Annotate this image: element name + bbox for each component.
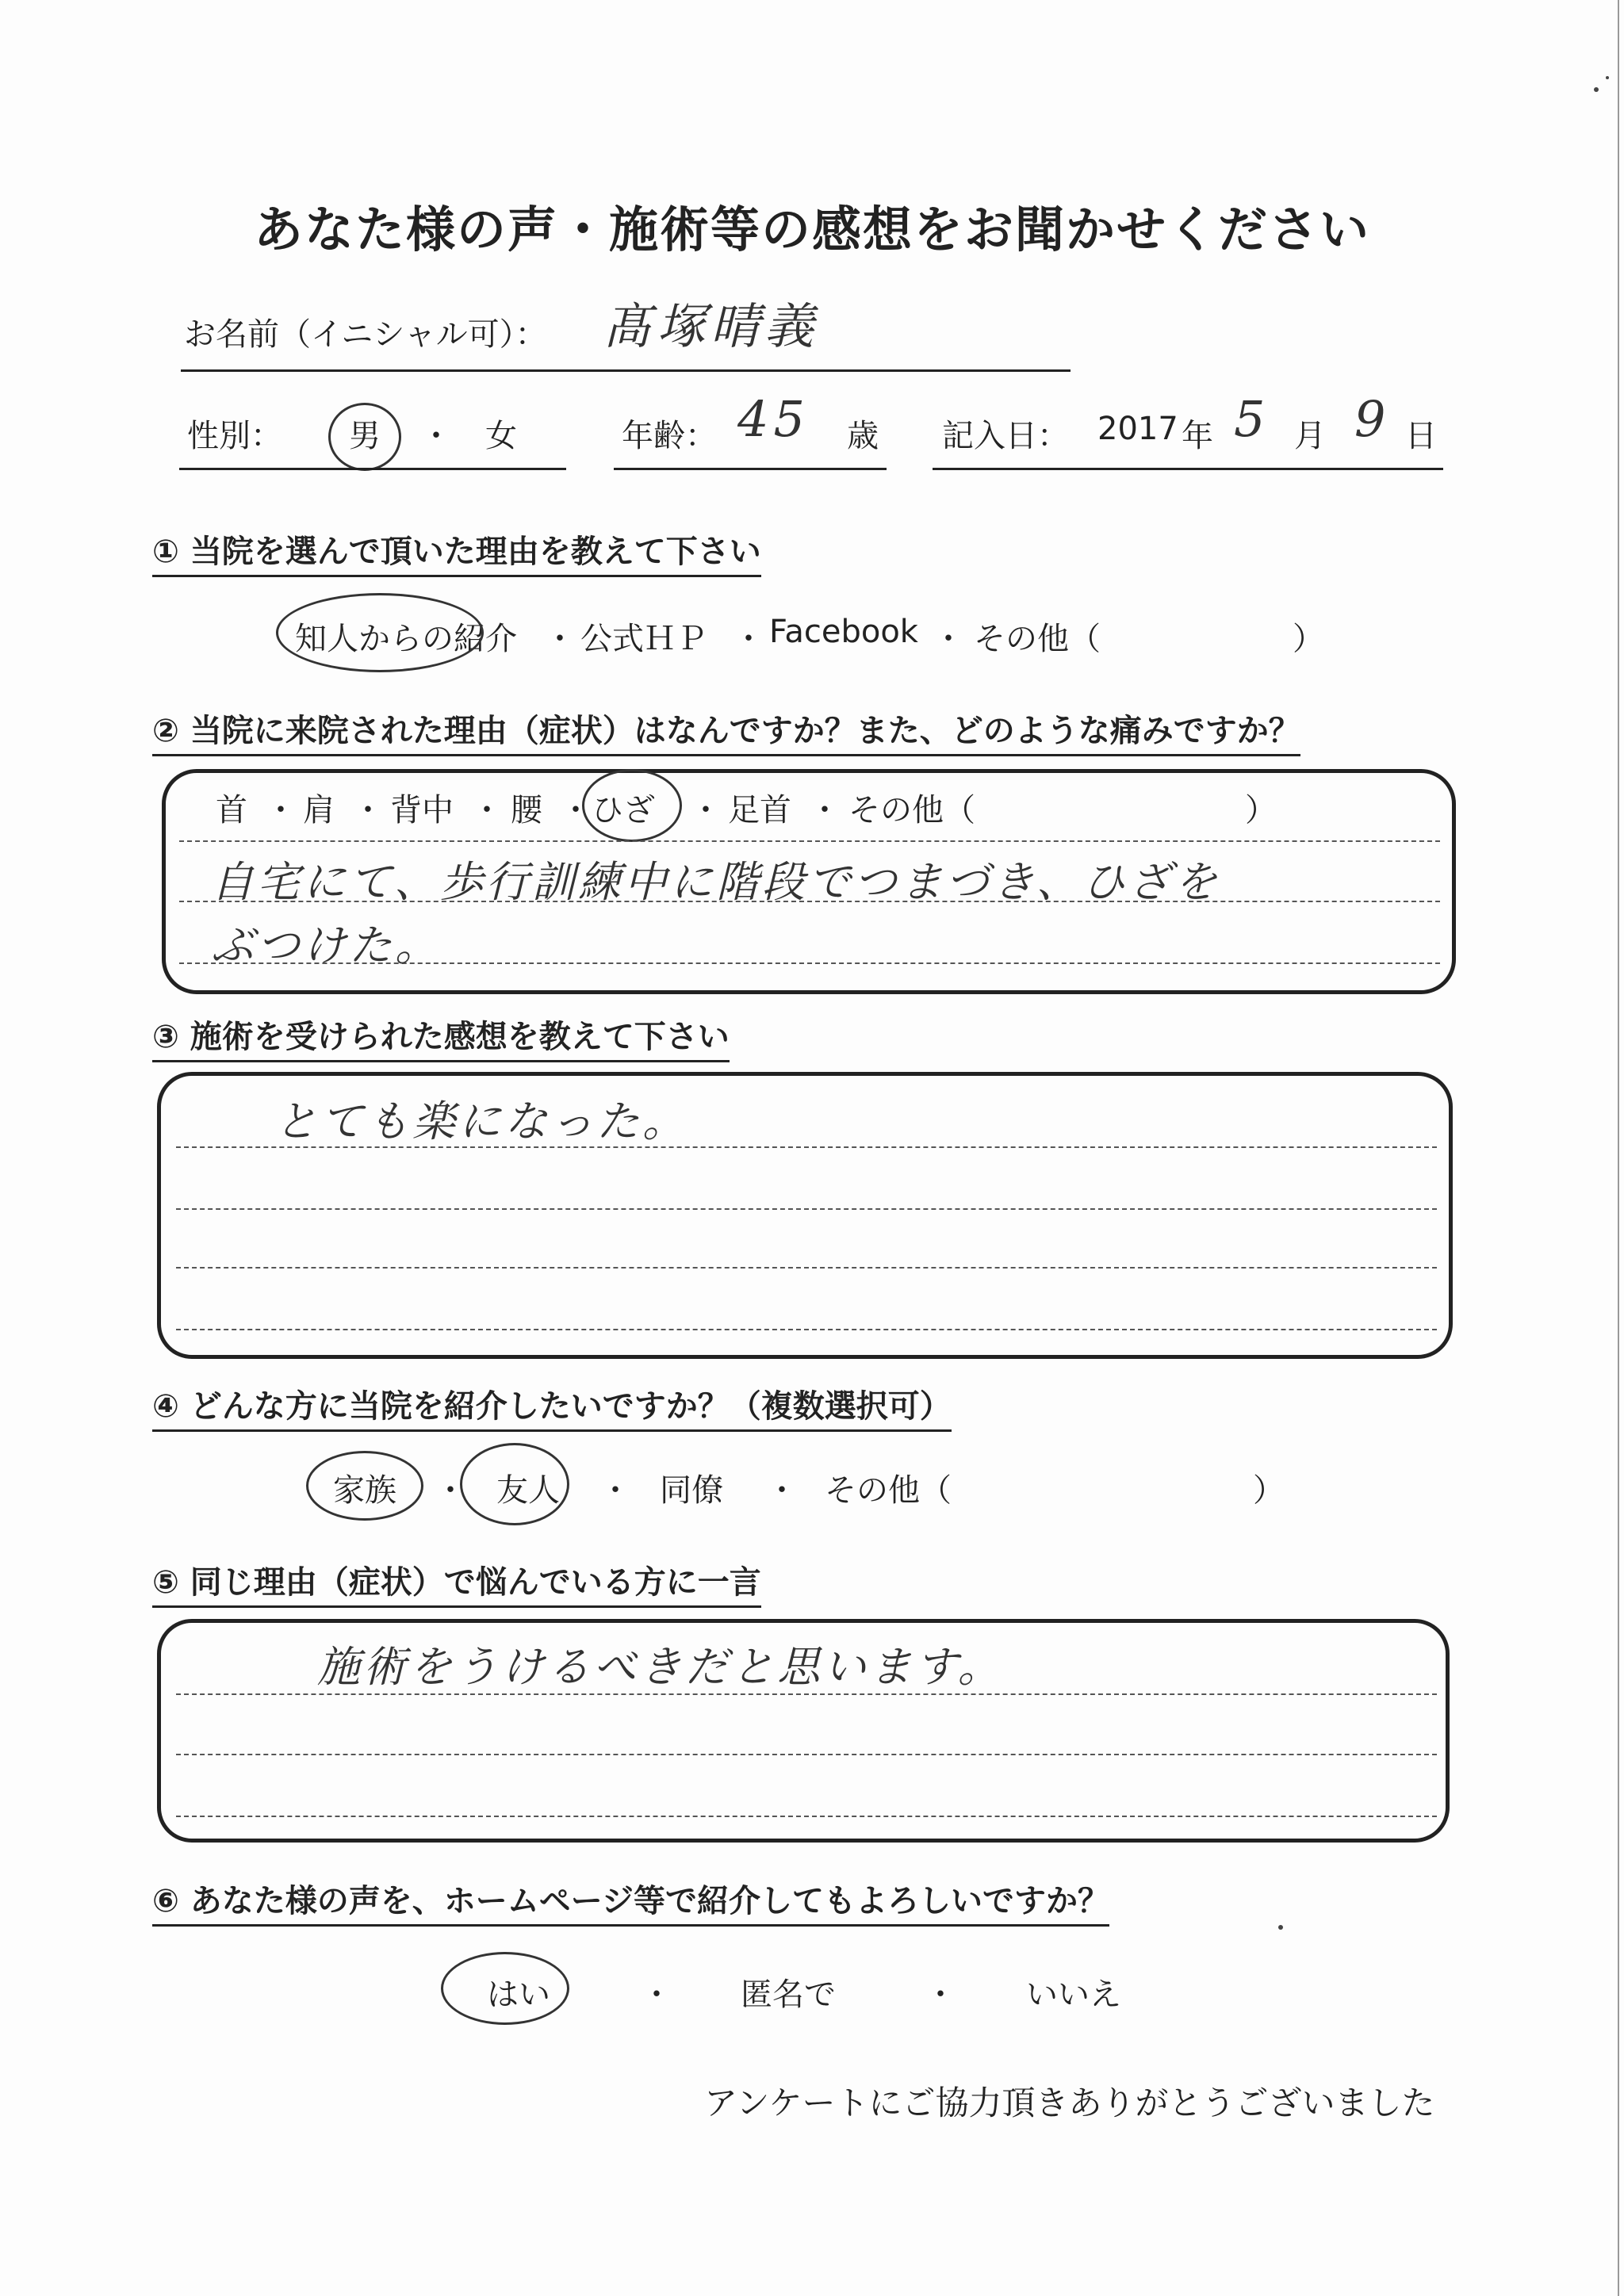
q1-option-facebook: Facebook <box>769 614 918 650</box>
date-underline <box>933 468 1443 470</box>
q1-separator: ・ <box>544 621 576 657</box>
scan-fleck <box>1606 76 1609 79</box>
q2-handwritten-answer-line: 自宅にて、歩行訓練中に階段でつまづき、ひざを <box>211 857 1220 907</box>
q3-answer-line <box>176 1267 1437 1269</box>
q5-answer-line <box>176 1693 1437 1695</box>
q2-separator: ・ <box>265 792 297 828</box>
q4-option-coworker: 同僚 <box>660 1472 723 1509</box>
q6-option-yes: はい <box>487 1976 550 2013</box>
gender-separator: ・ <box>420 418 452 454</box>
q2-knee-selection-circle <box>582 769 682 842</box>
q2-separator: ・ <box>471 792 503 828</box>
q6-separator: ・ <box>925 1976 956 2013</box>
q4-other-close-paren: ） <box>1253 1472 1285 1509</box>
q4-separator: ・ <box>766 1472 798 1509</box>
q5-answer-line <box>176 1754 1437 1755</box>
q4-option-other: その他（ <box>825 1472 952 1509</box>
age-underline <box>614 468 887 470</box>
q1-other-close-paren: ） <box>1293 621 1324 657</box>
thanks-message: アンケートにご協力頂きありがとうございました <box>704 2084 1435 2122</box>
date-day-unit: 日 <box>1405 418 1437 454</box>
date-year-unit: 年 <box>1182 418 1213 454</box>
q1-heading: ① 当院を選んで頂いた理由を教えて下さい <box>152 526 761 577</box>
q3-heading: ③ 施術を受けられた感想を教えて下さい <box>152 1012 730 1062</box>
scan-fleck <box>1594 87 1599 92</box>
q1-referral-selection-circle <box>276 593 484 672</box>
q2-option-ankle: 足首 <box>728 792 791 828</box>
q2-heading: ② 当院に来院された理由（症状）はなんですか？また、どのような痛みですか？ <box>152 706 1300 756</box>
age-unit: 歳 <box>847 418 879 454</box>
q4-separator: ・ <box>435 1472 466 1509</box>
q2-option-other: その他（ <box>848 792 975 828</box>
name-handwritten-value: 髙塚晴義 <box>603 297 819 355</box>
gender-underline <box>179 468 566 470</box>
q3-handwritten-answer-line: とても楽になった。 <box>274 1096 688 1146</box>
date-label: 記入日： <box>942 418 1069 454</box>
date-month-handwritten: 5 <box>1234 390 1270 448</box>
date-day-handwritten: 9 <box>1354 390 1391 448</box>
q2-separator: ・ <box>352 792 384 828</box>
gender-female-option: 女 <box>485 418 517 454</box>
q2-option-shoulder: 肩 <box>303 792 335 828</box>
q1-option-official-hp: 公式ＨＰ <box>580 621 707 657</box>
q2-answer-line <box>179 840 1440 842</box>
gender-male-option: 男 <box>349 418 381 454</box>
page-title: あなた様の声・施術等の感想をお聞かせください <box>253 201 1370 258</box>
q2-option-back: 背中 <box>390 792 454 828</box>
date-year: 2017 <box>1097 411 1178 447</box>
q2-separator: ・ <box>560 792 592 828</box>
q6-yes-selection-circle <box>441 1952 569 2025</box>
scan-fleck <box>1278 1925 1283 1930</box>
age-handwritten-value: 45 <box>737 390 810 448</box>
q2-option-lower-back: 腰 <box>511 792 542 828</box>
q1-separator: ・ <box>733 621 764 657</box>
q4-heading: ④ どんな方に当院を紹介したいですか？（複数選択可） <box>152 1381 952 1432</box>
gender-label: 性別： <box>187 418 282 454</box>
age-label: 年齢： <box>622 418 717 454</box>
q4-option-friend: 友人 <box>496 1472 560 1509</box>
q5-heading: ⑤ 同じ理由（症状）で悩んでいる方に一言 <box>152 1557 761 1608</box>
scan-edge <box>1618 0 1619 2296</box>
q5-handwritten-answer-line: 施術をうけるべきだと思います。 <box>317 1642 1004 1692</box>
q1-separator: ・ <box>933 621 964 657</box>
q5-answer-line <box>176 1816 1437 1817</box>
q3-answer-line <box>176 1208 1437 1210</box>
q2-other-close-paren: ） <box>1245 792 1277 828</box>
q4-family-selection-circle <box>306 1451 423 1521</box>
q6-option-anonymous: 匿名で <box>741 1976 836 2013</box>
date-month-unit: 月 <box>1294 418 1326 454</box>
q4-separator: ・ <box>599 1472 631 1509</box>
q2-option-knee: ひざ <box>592 792 655 828</box>
q4-friend-selection-circle <box>460 1443 569 1525</box>
q3-answer-line <box>176 1329 1437 1330</box>
name-label: お名前（イニシャル可）： <box>184 316 547 353</box>
q2-option-neck: 首 <box>216 792 247 828</box>
q2-handwritten-answer-line: ぶつけた。 <box>211 920 441 970</box>
gender-male-selection-circle <box>328 403 401 471</box>
name-underline <box>181 369 1071 372</box>
q6-heading: ⑥ あなた様の声を、ホームページ等で紹介してもよろしいですか？ <box>152 1876 1109 1927</box>
q4-option-family: 家族 <box>333 1472 396 1509</box>
q6-option-no: いいえ <box>1026 1976 1121 2013</box>
q1-option-referral: 知人からの紹介 <box>295 621 517 657</box>
q6-separator: ・ <box>641 1976 672 2013</box>
q2-separator: ・ <box>809 792 841 828</box>
q2-separator: ・ <box>690 792 722 828</box>
q3-answer-line <box>176 1146 1437 1148</box>
q1-option-other: その他（ <box>974 621 1101 657</box>
